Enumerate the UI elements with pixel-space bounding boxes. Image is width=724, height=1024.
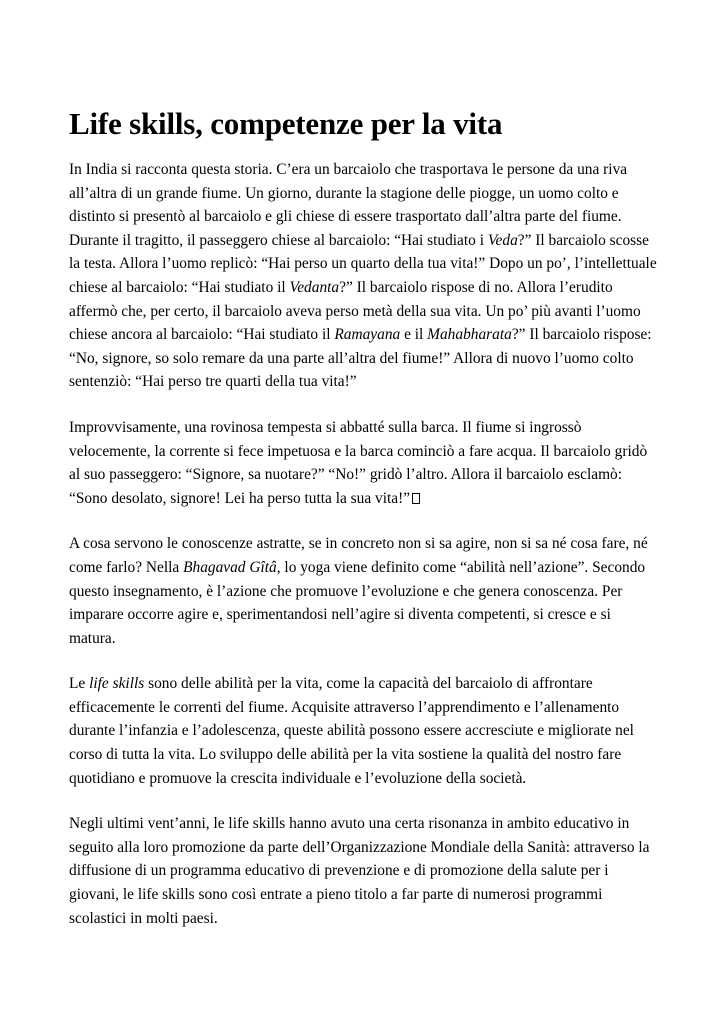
text-run: ?” Il barcaiolo rispose: “No, signore, so solo remare da una parte all’altra del fiume!” Allora di nuovo l’uomo colto sentenziò: “Hai perso tre quarti della tua vita!” — [69, 326, 652, 391]
text-run: sono delle abilità per la vita, come la capacità del barcaiolo di affrontare efficacemente le correnti del fiume. Acquisite attraverso l’apprendimento e l’allenamento durante l’infanzia e l’adolescenza, queste abilità possono essere accresciute e migliorate nel corso di tutta la vita. Lo sviluppo delle abilità per la vita sostiene la qualità del nostro fare quotidiano e promuove la crescita individuale e l’evoluzione della società. — [69, 675, 634, 787]
text-run: ?” Il barcaiolo rispose di no. Allora l’erudito affermò che, per certo, il barcaiolo aveva perso metà della sua vita. Un po’ più avanti l’uomo chiese ancora al barcaiolo: “Hai studiato il — [69, 278, 641, 344]
document-body — [69, 158, 659, 930]
text-run: Improvvisamente, una rovinosa tempesta si abbatté sulla barca. Il fiume si ingrossò velocemente, la corrente si fece impetuosa e la barca cominciò a fare acqua. Il barcaiolo gridò al suo passeggero: “Signore, sa nuotare?” “No!” gridò l’altro. Allora il barcaiolo esclamò: “Sono desolato, signore! Lei ha perso tutta la sua vita!” — [69, 418, 648, 507]
italic-text: Mahabharata — [427, 326, 512, 344]
text-run: Le — [69, 675, 90, 693]
text-run: In India si racconta questa storia. C’era un barcaiolo che trasportava le persone da una riva all’altra di un grande fiume. Un giorno, durante la stagione delle piogge, un uomo colto e distinto si presentò al barcaiolo e gli chiese di essere trasportato dall’altra parte del fiume. Durante il tragitto, il passeggero chiese al barcaiolo: “Hai studiato i — [69, 161, 628, 249]
body-paragraph — [69, 416, 659, 510]
text-run: Negli ultimi vent’anni, le life skills hanno avuto una certa risonanza in ambito educativo in seguito alla loro promozione da parte dell’Organizzazione Mondiale della Sanità: attraverso la diffusione di un programma educativo di prevenzione e di promozione della salute per i giovani, le life skills sono così entrate a pieno titolo a far parte di numerosi programmi scolastici in molti paesi. — [69, 815, 650, 927]
italic-text: Veda — [487, 231, 518, 249]
missing-glyph-icon — [412, 493, 420, 504]
text-run: A cosa servono le conoscenze astratte, se in concreto non si sa agire, non si sa né cosa fare, né come farlo? Nella — [69, 535, 648, 576]
italic-text: life skills — [89, 675, 145, 693]
body-paragraph — [69, 812, 659, 930]
italic-text: Ramayana — [334, 326, 401, 344]
document-page — [69, 104, 659, 952]
text-run: e il — [400, 326, 428, 344]
body-paragraph — [69, 158, 659, 394]
text-run: , lo yoga viene definito come “abilità nell’azione”. Secondo questo insegnamento, è l’azione che promuove l’evoluzione e che genera conoscenza. Per imparare occorre agire e, sperimentandosi nell’agire si diventa competenti, si cresce e si matura. — [69, 558, 646, 647]
italic-text: Vedanta — [289, 278, 340, 296]
body-paragraph — [69, 672, 659, 790]
page-title: Life skills, competenze per la vita — [69, 106, 503, 141]
italic-text: Bhagavad Gîtâ — [183, 558, 277, 576]
body-paragraph — [69, 532, 659, 650]
text-run: ?” Il barcaiolo scosse la testa. Allora l’uomo replicò: “Hai perso un quarto della tua vita!” Dopo un po’, l’intellettuale chiese al barcaiolo: “Hai studiato il — [69, 231, 657, 296]
